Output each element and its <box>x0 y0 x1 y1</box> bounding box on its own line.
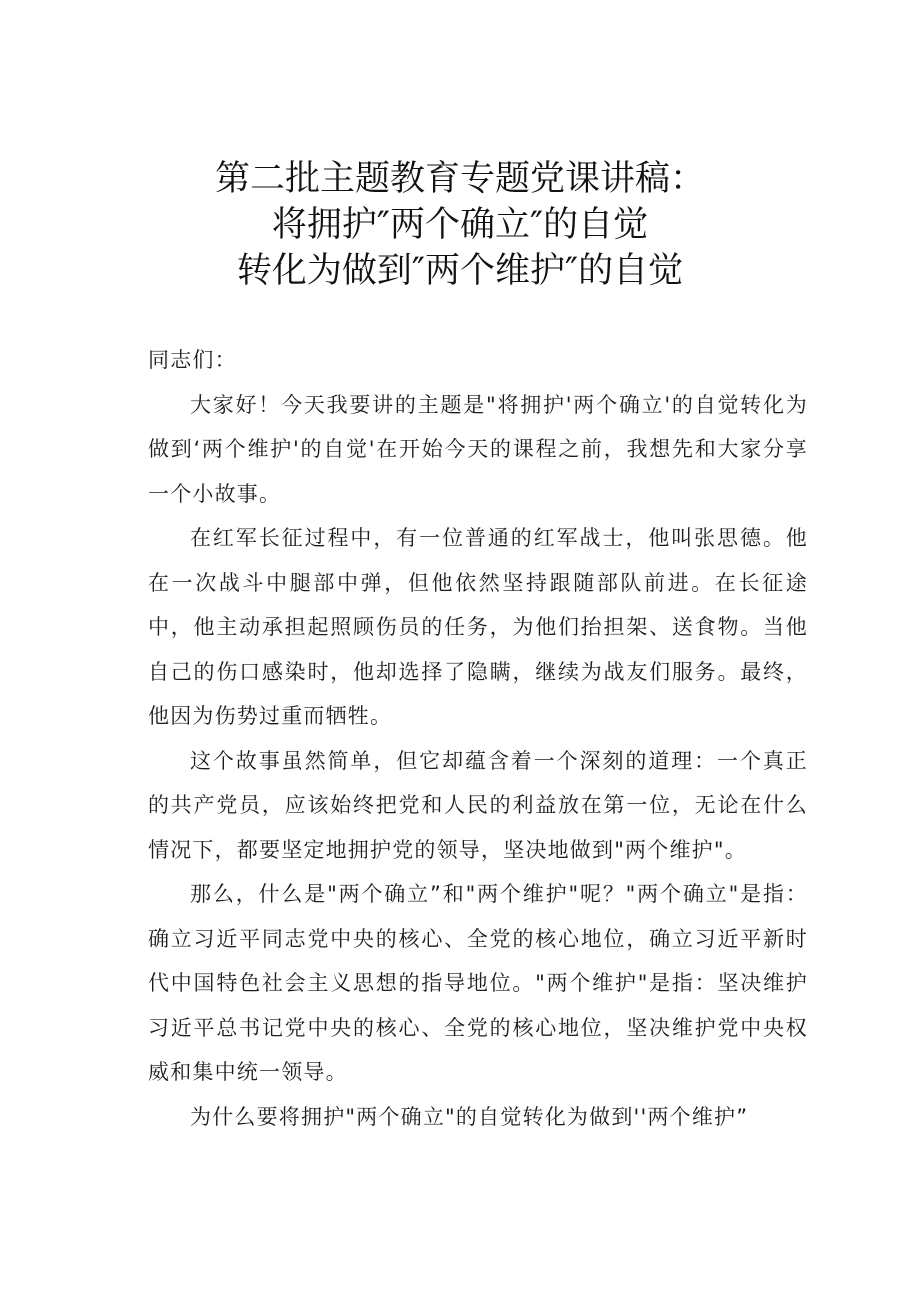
salutation: 同志们： <box>148 348 237 372</box>
paragraph-5: 为什么要将拥护"两个确立"的自觉转化为做到''两个维护” <box>190 1104 749 1129</box>
title-line-2: 将拥护″两个确立″的自觉 <box>271 205 649 245</box>
title-line-1: 第二批主题教育专题党课讲稿： <box>214 159 705 199</box>
title-line-3: 转化为做到″两个维护″的自觉 <box>236 251 684 291</box>
paragraph-4: 那么，什么是"两个确立”和"两个维护"呢？"两个确立"是指：确立习近平同志党中央的核心、全党的核心地位，确立习近平新时代中国特色社会主义思想的指导地位。"两个维护"是指：坚决维护习近平总书记党中央的核心、全党的核心地位，坚决维护党中央权威和集中统一领导。 <box>148 882 808 1084</box>
paragraph-3: 这个故事虽然简单，但它却蕴含着一个深刻的道理：一个真正的共产党员，应该始终把党和人民的利益放在第一位，无论在什么情况下，都要坚定地拥护党的领导，坚决地做到"两个维护"。 <box>148 748 808 862</box>
paragraph-2: 在红军长征过程中，有一位普通的红军战士，他叫张思德。他在一次战斗中腿部中弹，但他依然坚持跟随部队前进。在长征途中，他主动承担起照顾伤员的任务，为他们抬担架、送食物。当他自己的伤口感染时，他却选择了隐瞒，继续为战友们服务。最终，他因为伤势过重而牺牲。 <box>148 526 808 728</box>
document-title <box>0 156 920 294</box>
paragraph-1: 大家好！今天我要讲的主题是"将拥护'两个确立'的自觉转化为做到‘两个维护'的自觉'在开始今天的课程之前，我想先和大家分享一个小故事。 <box>148 392 808 506</box>
document-body <box>148 338 808 1139</box>
